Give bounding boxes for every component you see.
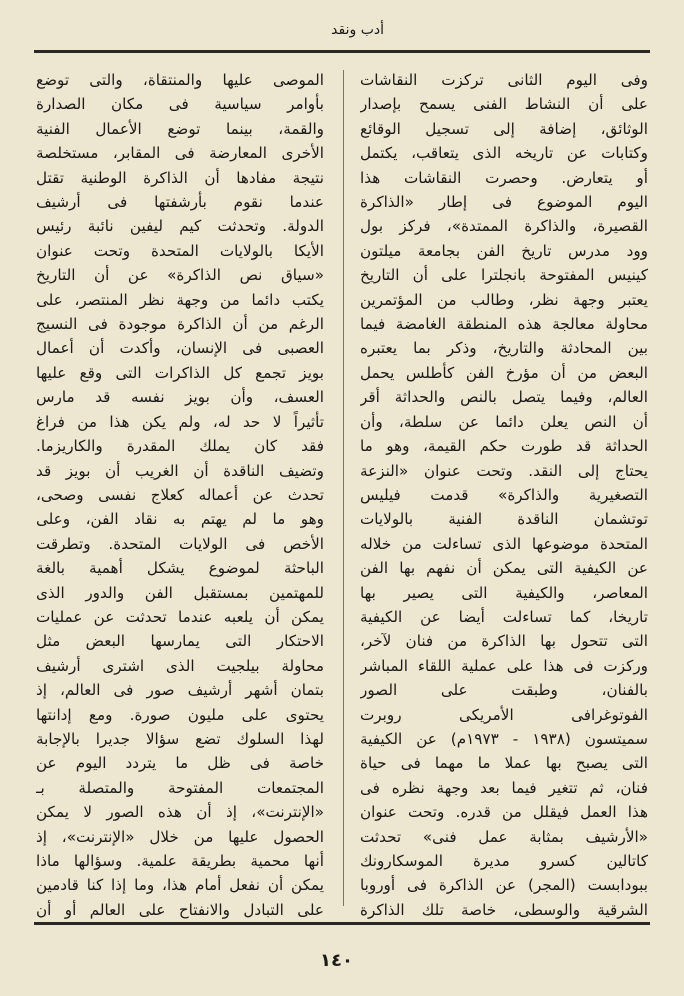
header-rule	[34, 50, 650, 53]
text-line: أو يتعارض. وحصرت النقاشات هذا	[360, 168, 648, 187]
text-line: ببودابست (المجر) عن الذاكرة فى أوروبا	[360, 876, 648, 895]
text-line: يمكن أن يلعبه عندما تحدثت عن عمليات	[36, 607, 324, 626]
text-line: الحصول عليها من خلال «الإنترنت»، إذ	[36, 827, 324, 846]
text-line: وفى اليوم الثانى تركزت النقاشات	[360, 71, 648, 89]
text-line: الأخرى المعارضة فى المقابر، مستخلصة	[36, 144, 324, 163]
text-line: بأوامر سياسية فى مكان الصدارة	[36, 95, 324, 114]
text-line: العصبى فى الإنسان، وأكدت أن أعمال	[36, 339, 324, 358]
text-column-left	[36, 68, 324, 922]
text-line: العسف، وأن بويز نفسه قد مارس	[36, 388, 324, 407]
text-line: التى يصبح بها عملا ما مهما فى حياة	[360, 754, 648, 773]
text-line: بويز تجمع كل الذاكرات التى وقع عليها	[36, 363, 324, 382]
text-line: الرغم من أن الذاكرة موجودة فى النسيج	[36, 315, 324, 334]
text-line: أنها محمية بطريقة علمية. وسؤالها ماذا	[36, 852, 324, 870]
text-line: نتيجة مفادها أن الذاكرة الوطنية تقتل	[36, 168, 324, 187]
text-line: وود مدرس تاريخ الفن بجامعة ميلتون	[360, 241, 648, 260]
text-line: لهذا السلوك تضع سؤالا جديرا بالإجابة	[36, 729, 324, 748]
text-line: الشرقية والوسطى، خاصة تلك الذاكرة	[360, 900, 648, 919]
text-line: بالفنان، وطبقت على الصور	[360, 681, 648, 700]
text-line: المعاصر، والكيفية التى يصير بها	[360, 583, 648, 602]
text-line: فقد كان يملك المقدرة والكاريزما.	[36, 437, 324, 456]
text-line: العالم، وفيما يتصل بالنص والحداثة أقر	[360, 388, 648, 407]
text-line: على التبادل والانفتاح على العالم أو أن	[36, 900, 324, 919]
text-line: يمكن أن نفعل أمام هذا، وما إذا كنا قادمين	[36, 876, 324, 895]
text-line: «الأرشيف بمثابة عمل فنى» تحدثت	[360, 827, 648, 846]
text-line: البعض من أن مؤرخ الفن كأطلس يحمل	[360, 363, 648, 382]
text-line: بتمان أشهر أرشيف صور فى العالم، إذ	[36, 681, 324, 700]
text-line: كاتالين كسرو مديرة الموسكارونك	[360, 852, 648, 870]
text-line: عندما نقوم بأرشفتها فى أرشيف	[36, 193, 324, 212]
text-line: هذا العمل فيقلل من قدره. وتحت عنوان	[360, 803, 648, 822]
text-line: كينيس المفتوحة بانجلترا على أن التاريخ	[360, 266, 648, 285]
text-line: الأخص فى الولايات المتحدة. وتطرقت	[36, 534, 324, 553]
column-divider	[343, 70, 344, 906]
text-line: «سياق نص الذاكرة» عن أن التاريخ	[36, 266, 324, 285]
text-line: الحداثة قد طورت حكم القيمة، وهو ما	[360, 437, 648, 456]
text-line: الاحتكار التى يمارسها البعض مثل	[36, 632, 324, 651]
text-line: محاولة بيلجيت الذى اشترى أرشيف	[36, 656, 324, 675]
text-line: تأثيراً لا حد له، ولم يكن هذا من فراغ	[36, 412, 324, 431]
text-line: الدولة. وتحدثت كيم ليفين نائبة رئيس	[36, 217, 324, 236]
text-line: وركزت فى هذا على عملية اللقاء المباشر	[360, 656, 648, 675]
text-line: يعتبر وجهة نظر، وطالب من المؤتمرين	[360, 290, 648, 309]
text-line: عن الكيفية التى يمكن أن نفهم بها الفن	[360, 559, 648, 578]
text-line: سميتسون (١٩٣٨ - ١٩٧٣م) عن الكيفية	[360, 729, 648, 748]
text-line: القصيرة، والذاكرة الممتدة»، فركز بول	[360, 217, 648, 236]
text-line: الوثائق، إضافة إلى تسجيل الوقائع	[360, 119, 648, 138]
text-line: على أن النشاط الفنى يسمح بإصدار	[360, 95, 648, 114]
text-line: تاريخا، كما تساءلت أيضا عن الكيفية	[360, 607, 648, 626]
text-line: أن النص يعلن دائما عن سلطة، وأن	[360, 412, 648, 431]
text-line: الباحثة لموضوع يشكل أهمية بالغة	[36, 559, 324, 578]
text-line: بين المحادثة والتاريخ، وذكر بما يعتبره	[360, 339, 648, 358]
text-line: المتحدة موضوعها الذى تساءلت من خلاله	[360, 534, 648, 553]
text-line: للمهتمين بمستقبل الفن والدور الذى	[36, 583, 324, 602]
text-line: التى تتحول بها الذاكرة من فنان لآخر،	[360, 632, 648, 651]
text-line: والقمة، بينما توضع الأعمال الفنية	[36, 119, 324, 138]
text-line: الأيكا بالولايات المتحدة وتحت عنوان	[36, 241, 324, 260]
text-line: يكتب دائما من وجهة نظر المنتصر، على	[36, 290, 324, 309]
text-line: خاصة فى ظل ما يتردد اليوم عن	[36, 754, 324, 773]
text-line: الموصى عليها والمنتقاة، والتى توضع	[36, 71, 324, 89]
text-line: وهو ما لم يهتم به نقاد الفن، وعلى	[36, 510, 324, 529]
text-line: يحتاج إلى النقد. وتحت عنوان «النزعة	[360, 461, 648, 480]
text-line: محاولة معالجة هذه المنطقة الغامضة فيما	[360, 315, 648, 334]
footer-rule	[34, 922, 650, 925]
page-number: ١٤٠	[320, 950, 353, 971]
text-line: توتشمان الناقدة الفنية بالولايات	[360, 510, 648, 529]
text-line: المجتمعات المفتوحة والمتصلة بـ	[36, 778, 324, 797]
text-line: الفوتوغرافى الأمريكى روبرت	[360, 705, 648, 724]
section-header: أدب ونقد	[331, 22, 384, 38]
text-line: التصغيرية والذاكرة» قدمت فيليس	[360, 485, 648, 504]
text-line: اليوم الموضوع فى إطار «الذاكرة	[360, 193, 648, 212]
text-line: يحتوى على مليون صورة. ومع إدانتها	[36, 705, 324, 724]
text-column-right	[360, 68, 648, 922]
text-line: تحدث عن أعماله كعلاج نفسى وصحى،	[36, 485, 324, 504]
text-line: وكتابات عن تاريخه الذى يتعاقب، يكتمل	[360, 144, 648, 163]
text-line: «الإنترنت»، إذ أن هذه الصور لا يمكن	[36, 803, 324, 822]
text-line: وتضيف الناقدة أن الغريب أن بويز قد	[36, 461, 324, 480]
text-line: فنان، ثم تتغير فيما بعد وجهة نظره فى	[360, 778, 648, 797]
